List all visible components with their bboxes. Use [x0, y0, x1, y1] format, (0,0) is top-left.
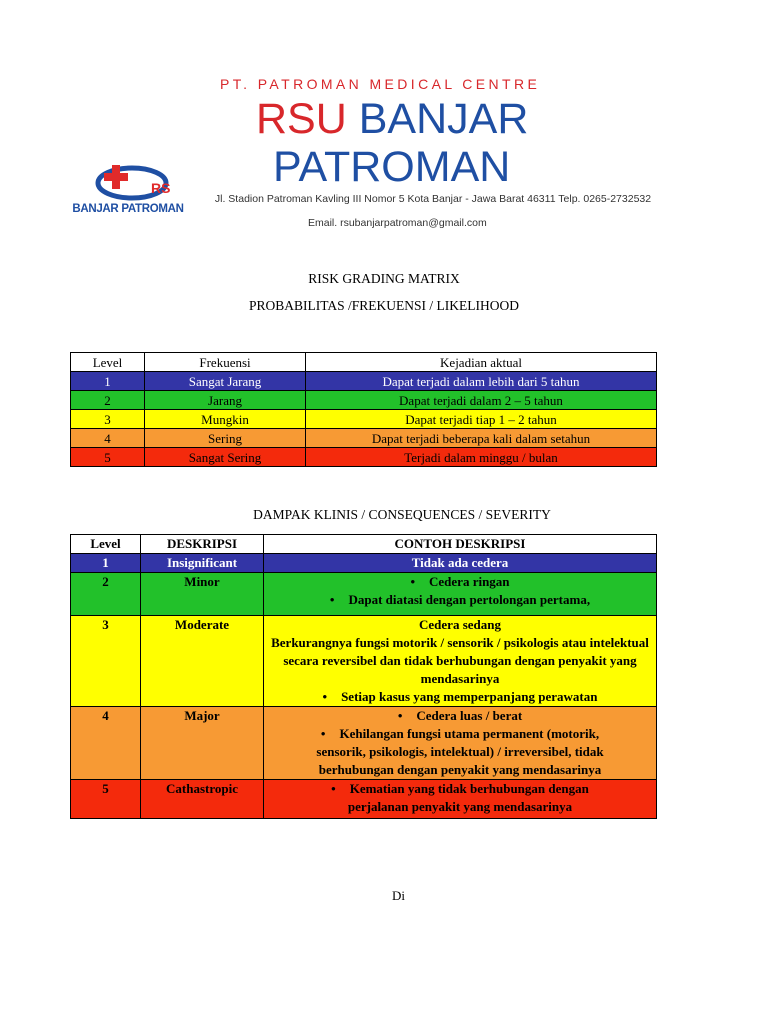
list-item: • Kematian yang tidak berhubungan dengan perjalanan penyakit yang mendasarinya	[324, 780, 596, 816]
logo-text: BANJAR PATROMAN	[72, 203, 184, 215]
table-row	[71, 448, 657, 467]
letterhead	[68, 73, 658, 233]
header-cell: Frekuensi	[145, 353, 306, 372]
hospital-logo	[72, 163, 184, 225]
table-row	[71, 554, 657, 573]
deskripsi-cell: Insignificant	[141, 554, 264, 573]
kejadian-cell: Terjadi dalam minggu / bulan	[306, 448, 657, 467]
list-item: • Cedera ringan	[267, 573, 653, 591]
frekuensi-cell: Sangat Jarang	[145, 372, 306, 391]
frekuensi-cell: Mungkin	[145, 410, 306, 429]
kejadian-cell: Dapat terjadi tiap 1 – 2 tahun	[306, 410, 657, 429]
level-cell: 5	[71, 448, 145, 467]
list-item: • Setiap kasus yang memperpanjang perawatan	[264, 688, 656, 706]
frekuensi-cell: Sering	[145, 429, 306, 448]
level-cell: 1	[71, 554, 141, 573]
list-item: • Cedera luas / berat	[298, 707, 622, 725]
company-name: PT. PATROMAN MEDICAL CENTRE	[220, 76, 541, 92]
document-title: RISK GRADING MATRIX	[308, 271, 460, 286]
level-cell: 4	[71, 707, 141, 780]
table-row	[71, 780, 657, 819]
hospital-name-line1	[256, 95, 528, 143]
contoh-list	[267, 573, 653, 609]
header-cell: Level	[71, 535, 141, 554]
header-cell: DESKRIPSI	[141, 535, 264, 554]
level-cell: 2	[71, 573, 141, 616]
contoh-cell: Tidak ada cedera	[264, 554, 657, 573]
level-cell: 5	[71, 780, 141, 819]
table-row	[71, 429, 657, 448]
level-cell: 3	[71, 616, 141, 707]
list-item: • Kehilangan fungsi utama permanent (motorik, sensorik, psikologis, intelektual) / irreversibel, tidak berhubungan dengan penyakit yang mendasarinya	[298, 725, 622, 779]
likelihood-heading: PROBABILITAS /FREKUENSI / LIKELIHOOD	[248, 298, 520, 313]
frekuensi-cell: Sangat Sering	[145, 448, 306, 467]
frekuensi-cell: Jarang	[145, 391, 306, 410]
kejadian-cell: Dapat terjadi beberapa kali dalam setahun	[306, 429, 657, 448]
level-cell: 2	[71, 391, 145, 410]
list-item: • Dapat diatasi dengan pertolongan pertama,	[267, 591, 653, 609]
header-cell: Kejadian aktual	[306, 353, 657, 372]
table-row	[71, 372, 657, 391]
email: Email. rsubanjarpatroman@gmail.com	[308, 217, 487, 229]
contoh-cell	[264, 707, 657, 780]
level-cell: 4	[71, 429, 145, 448]
contoh-list	[298, 707, 622, 779]
deskripsi-cell: Cathastropic	[141, 780, 264, 819]
deskripsi-cell: Minor	[141, 573, 264, 616]
hospital-name-rsu: RSU	[256, 95, 347, 143]
header-cell: Level	[71, 353, 145, 372]
table-row	[71, 707, 657, 780]
contoh-line: Berkurangnya fungsi motorik / sensorik / psikologis atau intelektual secara reversibel dan tidak berhubungan dengan penyakit yang mendasarinya	[271, 635, 649, 686]
contoh-cell	[264, 780, 657, 819]
likelihood-table	[70, 352, 657, 467]
logo-emblem-icon	[94, 163, 170, 205]
kejadian-cell: Dapat terjadi dalam lebih dari 5 tahun	[306, 372, 657, 391]
deskripsi-cell: Moderate	[141, 616, 264, 707]
table-row	[71, 573, 657, 616]
hospital-name-line2: PATROMAN	[273, 143, 511, 191]
table-header-row	[71, 535, 657, 554]
contoh-cell	[264, 573, 657, 616]
table-row	[71, 391, 657, 410]
level-cell: 3	[71, 410, 145, 429]
kejadian-cell: Dapat terjadi dalam 2 – 5 tahun	[306, 391, 657, 410]
severity-heading: DAMPAK KLINIS / CONSEQUENCES / SEVERITY	[253, 507, 551, 522]
hospital-name-banjar: BANJAR	[358, 95, 529, 143]
address: Jl. Stadion Patroman Kavling III Nomor 5 Kota Banjar - Jawa Barat 46311 Telp. 0265-2732532	[214, 193, 652, 205]
logo-badge: RS	[151, 180, 170, 196]
deskripsi-cell: Major	[141, 707, 264, 780]
contoh-cell	[264, 616, 657, 707]
contoh-list	[324, 780, 596, 816]
footer-text: Di	[392, 888, 405, 903]
contoh-line: Cedera sedang	[419, 617, 501, 632]
table-header-row	[71, 353, 657, 372]
contoh-list	[264, 688, 656, 706]
table-row	[71, 616, 657, 707]
header-cell: CONTOH DESKRIPSI	[264, 535, 657, 554]
level-cell: 1	[71, 372, 145, 391]
table-row	[71, 410, 657, 429]
severity-table	[70, 534, 657, 819]
